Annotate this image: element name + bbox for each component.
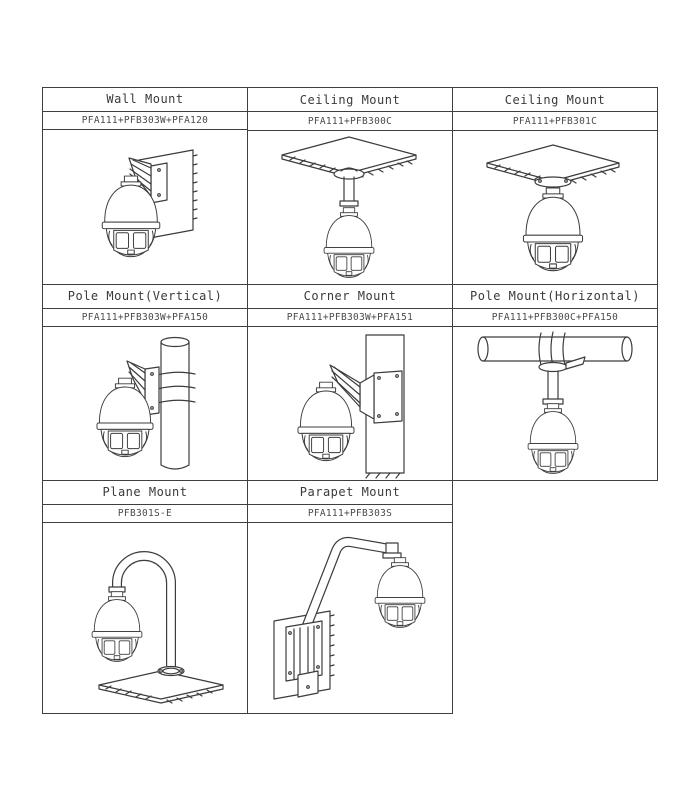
part-number: PFA111+PFB303W+PFA151 xyxy=(248,309,452,327)
part-number: PFA111+PFB303W+PFA150 xyxy=(43,309,247,327)
table-row xyxy=(42,87,658,285)
corner-mount-illustration xyxy=(248,327,452,480)
mount-cell-pole-horizontal xyxy=(452,284,658,481)
wall-mount-illustration xyxy=(43,130,247,284)
mount-cell-plane xyxy=(42,480,248,714)
table-row xyxy=(42,284,658,481)
mount-title: Plane Mount xyxy=(43,481,247,505)
mount-title: Pole Mount(Vertical) xyxy=(43,285,247,309)
parapet-mount-illustration xyxy=(248,523,452,713)
plane-mount-illustration xyxy=(43,523,247,713)
pole-mount-vertical-illustration xyxy=(43,327,247,480)
part-number: PFA111+PFB300C xyxy=(248,112,452,131)
mount-cell-corner xyxy=(247,284,453,481)
mount-title: Pole Mount(Horizontal) xyxy=(453,285,657,309)
mount-cell-pole-vertical xyxy=(42,284,248,481)
ceiling-mount-tube-illustration xyxy=(248,131,452,284)
table-row xyxy=(42,480,658,714)
mount-cell-ceiling-300c xyxy=(247,87,453,285)
ceiling-mount-direct-illustration xyxy=(453,131,657,284)
mount-cell-wall xyxy=(42,87,248,285)
part-number: PFA111+PFB300C+PFA150 xyxy=(453,309,657,327)
mount-title: Ceiling Mount xyxy=(453,88,657,112)
mount-title: Wall Mount xyxy=(43,88,247,112)
part-number: PFA111+PFB301C xyxy=(453,112,657,131)
part-number: PFA111+PFB303W+PFA120 xyxy=(43,112,247,130)
mount-cell-parapet xyxy=(247,480,453,714)
mount-title: Corner Mount xyxy=(248,285,452,309)
part-number: PFB301S-E xyxy=(43,505,247,523)
mount-title: Ceiling Mount xyxy=(248,88,452,112)
pole-mount-horizontal-illustration xyxy=(453,327,657,480)
mount-options-table xyxy=(42,87,658,714)
part-number: PFA111+PFB303S xyxy=(248,505,452,523)
mount-title: Parapet Mount xyxy=(248,481,452,505)
mount-cell-ceiling-301c xyxy=(452,87,658,285)
